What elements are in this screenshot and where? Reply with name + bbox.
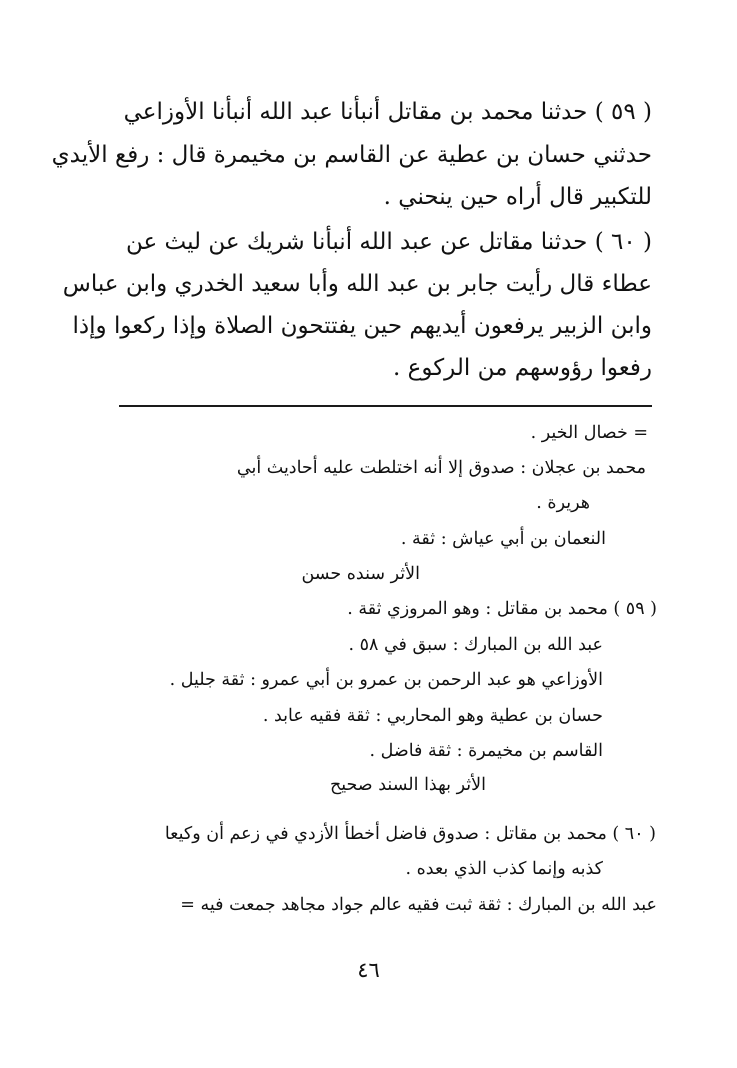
footnote-60-line-2: كذبه وإنما كذب الذي بعده . bbox=[405, 859, 603, 879]
footnote-59-line-3: الأوزاعي هو عبد الرحمن بن عمرو بن أبي عمرو : ثقة جليل . bbox=[169, 670, 603, 690]
footnote-59-line-1: ( ٥٩ ) محمد بن مقاتل : وهو المروزي ثقة . bbox=[347, 599, 657, 619]
footnote-59-line-4: حسان بن عطية وهو المحاربي : ثقة فقيه عابد . bbox=[262, 706, 603, 726]
footnote-59-line-2: عبد الله بن المبارك : سبق في ٥٨ . bbox=[348, 635, 603, 655]
footnote-59-verdict: الأثر بهذا السند صحيح bbox=[329, 775, 486, 795]
footnote-cont-line-1: = خصال الخير . bbox=[530, 423, 648, 443]
main-line-59-2: حدثني حسان بن عطية عن القاسم بن مخيمرة قال : رفع الأيدي bbox=[51, 142, 652, 168]
footnote-cont-verdict: الأثر سنده حسن bbox=[301, 564, 420, 584]
main-line-60-1: ( ٦٠ ) حدثنا مقاتل عن عبد الله أنبأنا شريك عن ليث عن bbox=[125, 229, 652, 255]
footnote-separator bbox=[119, 405, 652, 407]
main-line-60-3: وابن الزبير يرفعون أيديهم حين يفتتحون الصلاة وإذا ركعوا وإذا bbox=[72, 313, 652, 339]
main-line-59-3: للتكبير قال أراه حين ينحني . bbox=[383, 184, 652, 210]
page-number: ٤٦ bbox=[357, 958, 380, 982]
main-line-59-1: ( ٥٩ ) حدثنا محمد بن مقاتل أنبأنا عبد الله أنبأنا الأوزاعي bbox=[123, 99, 652, 125]
footnote-cont-line-4: النعمان بن أبي عياش : ثقة . bbox=[400, 529, 606, 549]
main-line-60-2: عطاء قال رأيت جابر بن عبد الله وأبا سعيد الخدري وابن عباس bbox=[62, 271, 652, 297]
footnote-60-line-3: عبد الله بن المبارك : ثقة ثبت فقيه عالم جواد مجاهد جمعت فيه = bbox=[180, 895, 657, 915]
footnote-cont-line-3: هريرة . bbox=[536, 493, 590, 513]
main-line-60-4: رفعوا رؤوسهم من الركوع . bbox=[393, 355, 652, 381]
footnote-60-line-1: ( ٦٠ ) محمد بن مقاتل : صدوق فاضل أخطأ الأزدي في زعم أن وكيعا bbox=[164, 824, 656, 844]
footnote-59-line-5: القاسم بن مخيمرة : ثقة فاضل . bbox=[369, 741, 603, 761]
footnote-cont-line-2: محمد بن عجلان : صدوق إلا أنه اختلطت عليه أحاديث أبي bbox=[236, 458, 646, 478]
